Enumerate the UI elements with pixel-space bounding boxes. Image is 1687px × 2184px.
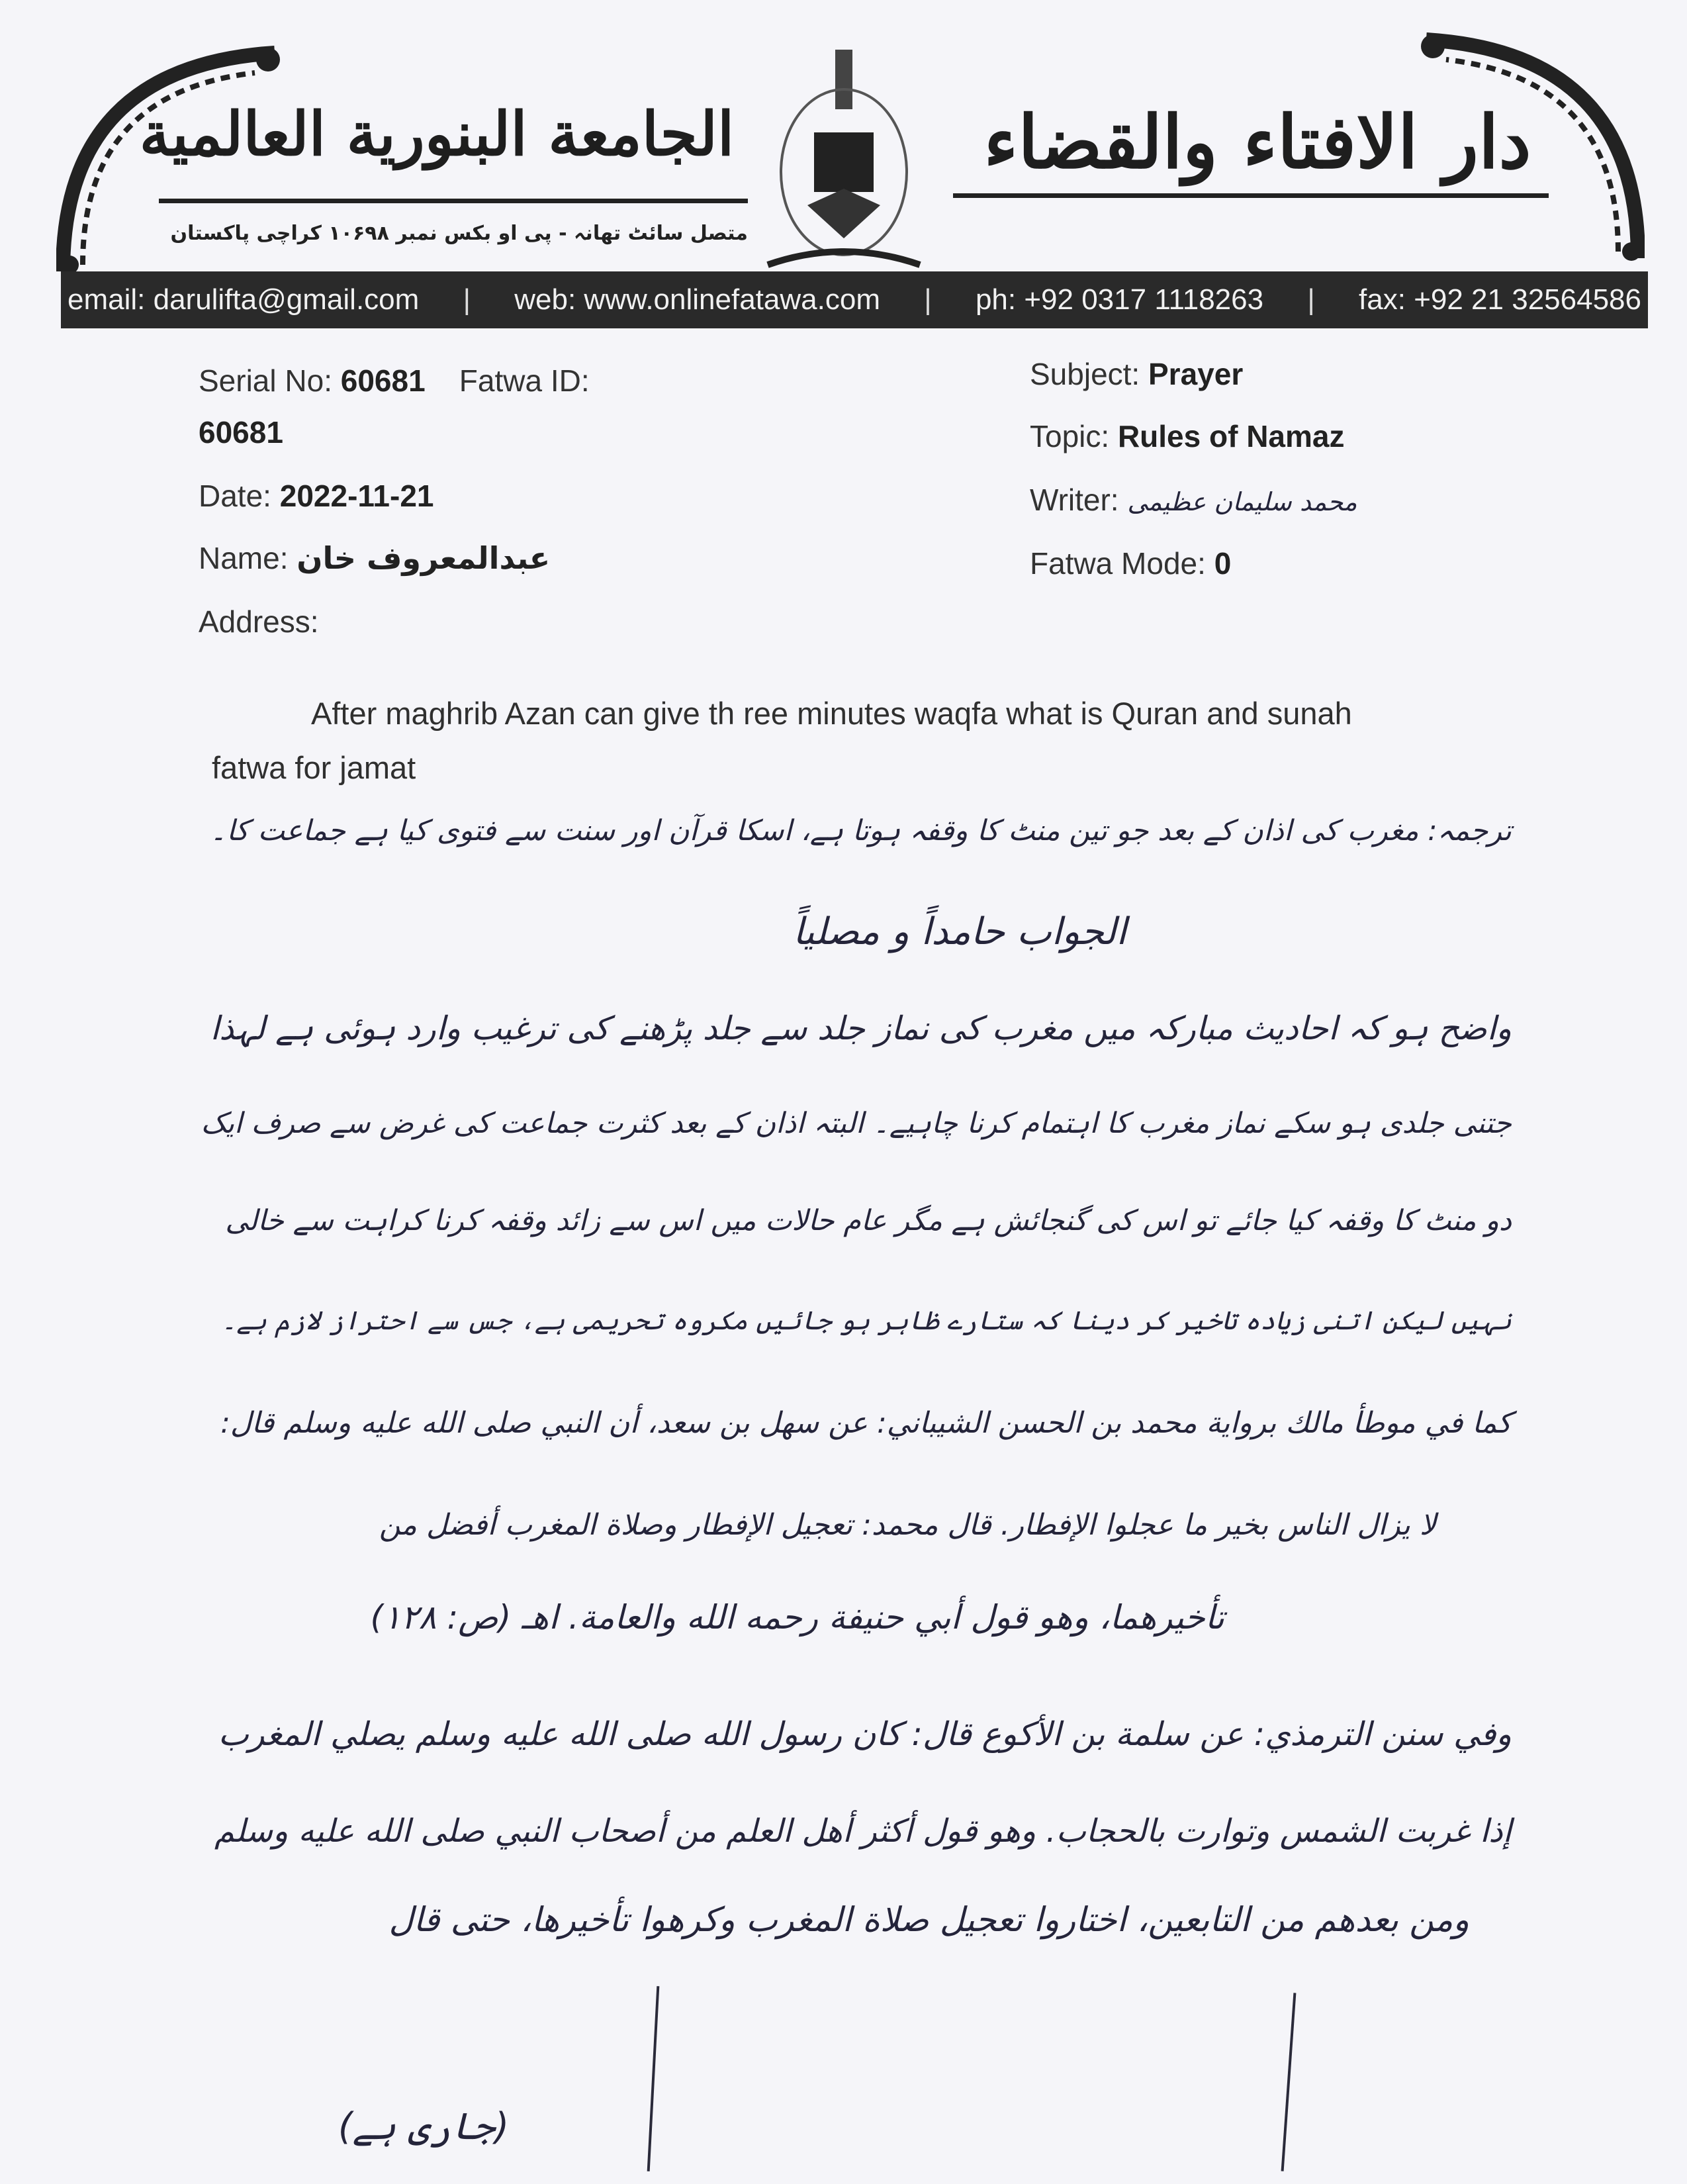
serial-value: 60681 <box>340 363 426 398</box>
separator: | <box>924 283 932 316</box>
answer-line: جتنی جلدی ہو سکے نماز مغرب کا اہتمام کرنا چاہیے۔ البتہ اذان کے بعد کثرت جماعت کی غرض سے صرف ایک <box>201 1107 1512 1140</box>
fatwa-id-row <box>199 414 283 450</box>
answer-line: نہیں لیکن اتنی زیادہ تاخیر کر دینا کہ ستارے ظاہر ہو جائیں مکروہ تحریمی ہے، جس سے احتراز لازم ہے۔ <box>221 1306 1512 1336</box>
institution-address: متصل سائٹ تھانہ - پی او بکس نمبر ۱۰۶۹۸ کراچی پاکستان <box>170 222 748 245</box>
continued-note: (جاری ہے) <box>338 2105 510 2148</box>
topic-value: Rules of Namaz <box>1117 419 1345 453</box>
answer-line: دو منٹ کا وقفہ کیا جائے تو اس کی گنجائش ہے مگر عام حالات میں اس سے زائد وقفہ کرنا کراہت سے خالی <box>225 1204 1512 1237</box>
answer-line: تأخيرهما، وهو قول أبي حنيفة رحمه الله والعامة. اهـ (ص: ١٢٨) <box>370 1598 1224 1637</box>
address-label: Address: <box>199 604 319 639</box>
pen-stroke <box>1281 1993 1297 2171</box>
subject-row <box>1030 356 1243 392</box>
question-line-1: After maghrib Azan can give th ree minutes waqfa what is Quran and sunah <box>311 696 1352 731</box>
contact-bar <box>61 271 1648 328</box>
fatwa-id-value: 60681 <box>199 415 283 450</box>
mode-row <box>1030 546 1231 581</box>
answer-line: واضح ہو کہ احادیث مبارکہ میں مغرب کی نماز جلد سے جلد پڑھنے کی ترغیب وارد ہوئی ہے لہذا <box>210 1010 1512 1047</box>
writer-signature: محمد سلیمان عظیمی <box>1127 487 1357 516</box>
subject-value: Prayer <box>1148 357 1244 391</box>
name-row <box>199 540 550 576</box>
serial-label: Serial No: <box>199 363 332 398</box>
header-rule-right <box>953 193 1549 198</box>
contact-email: email: darulifta@gmail.com <box>68 283 420 316</box>
answer-heading: الجواب حامداً و مصلیاً <box>792 910 1127 953</box>
name-value: عبدالمعروف خان <box>296 540 551 576</box>
name-label: Name: <box>199 541 289 575</box>
contact-web: web: www.onlinefatawa.com <box>514 283 880 316</box>
answer-line: وفي سنن الترمذي: عن سلمة بن الأكوع قال: كان رسول الله صلى الله عليه وسلم يصلي المغرب <box>218 1715 1512 1753</box>
header-rule-left <box>159 199 748 203</box>
topic-label: Topic: <box>1030 419 1110 453</box>
contact-fax: fax: +92 21 32564586 <box>1359 283 1641 316</box>
date-row <box>199 478 434 514</box>
department-title: دار الافتاء والقضاء <box>983 99 1531 185</box>
answer-line: إذا غربت الشمس وتوارت بالحجاب. وهو قول أكثر أهل العلم من أصحاب النبي صلى الله عليه وسلم <box>214 1813 1512 1850</box>
separator: | <box>463 283 471 316</box>
answer-translation: ترجمہ: مغرب کی اذان کے بعد جو تین منٹ کا وقفہ ہوتا ہے، اسکا قرآن اور سنت سے فتوی کیا ہے جماعت کا۔ <box>210 814 1512 847</box>
topic-row <box>1030 418 1344 454</box>
institution-logo <box>754 46 933 271</box>
date-value: 2022-11-21 <box>279 479 434 513</box>
serial-row <box>199 363 590 399</box>
address-row <box>199 604 319 640</box>
answer-line: لا يزال الناس بخير ما عجلوا الإفطار. قال محمد: تعجيل الإفطار وصلاة المغرب أفضل من <box>379 1508 1436 1542</box>
writer-row <box>1030 482 1357 518</box>
question-line-2: fatwa for jamat <box>212 750 416 785</box>
contact-phone: ph: +92 0317 1118263 <box>975 283 1264 316</box>
date-label: Date: <box>199 479 271 513</box>
fatwa-id-label: Fatwa ID: <box>459 363 590 398</box>
answer-line: كما في موطأ مالك برواية محمد بن الحسن الشيباني: عن سهل بن سعد، أن النبي صلى الله عليه وسلم قال: <box>220 1406 1512 1440</box>
answer-line: ومن بعدهم من التابعين، اختاروا تعجيل صلاة المغرب وكرهوا تأخيرها، حتى قال <box>388 1901 1469 1940</box>
writer-label: Writer: <box>1030 483 1119 517</box>
separator: | <box>1307 283 1315 316</box>
mode-value: 0 <box>1214 546 1232 581</box>
mode-label: Fatwa Mode: <box>1030 546 1206 581</box>
pen-stroke <box>647 1986 660 2171</box>
subject-label: Subject: <box>1030 357 1140 391</box>
institution-title: الجامعة البنورية العالمية <box>139 99 735 169</box>
